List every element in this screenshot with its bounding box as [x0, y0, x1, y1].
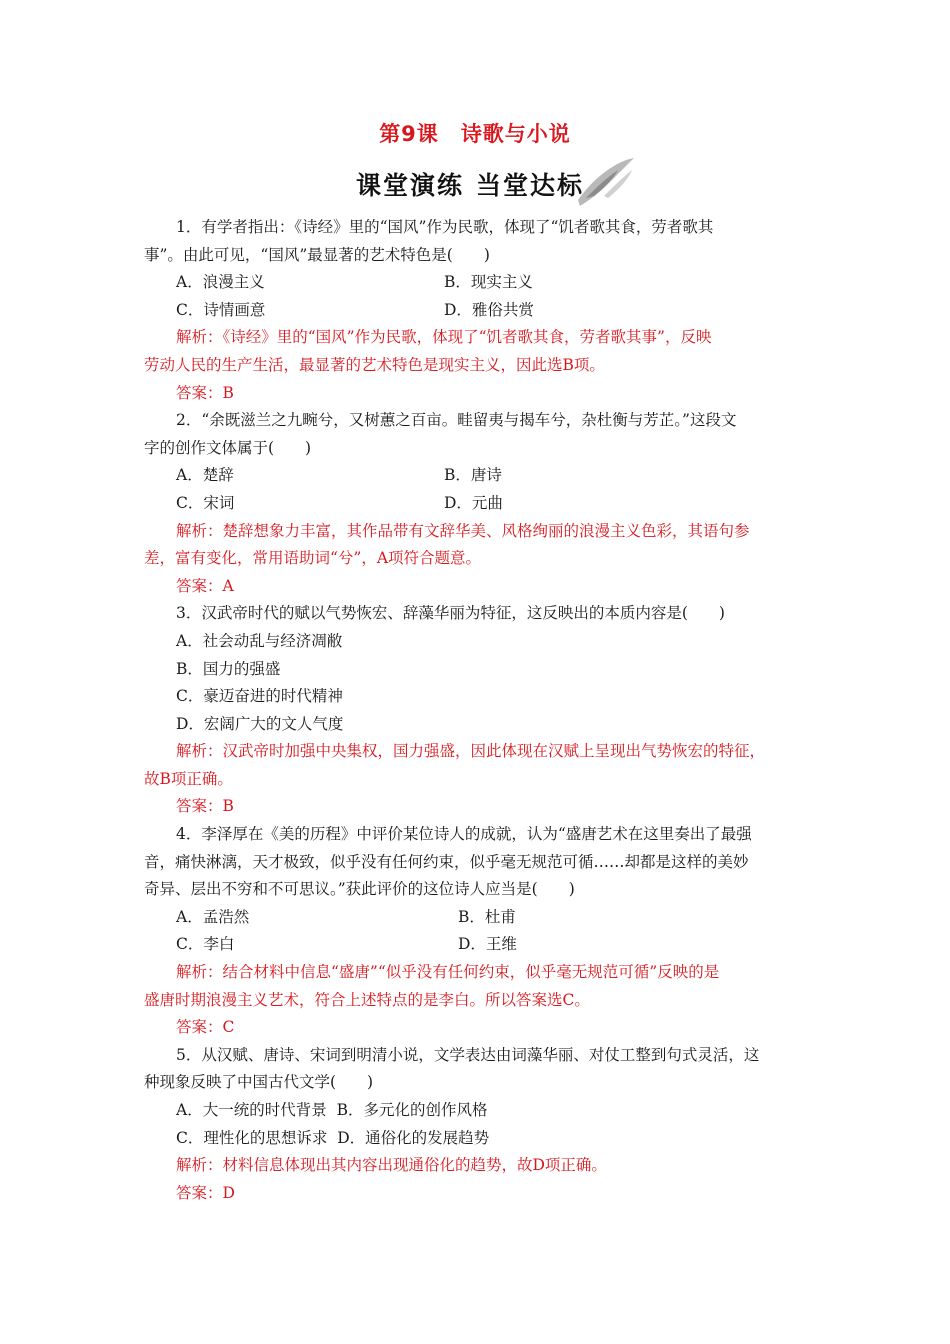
answer-line: [144, 793, 812, 821]
answer-line: [144, 1014, 812, 1042]
banner-title: [356, 166, 584, 202]
option-row: [144, 1097, 812, 1125]
section-banner: [352, 162, 632, 204]
answer-label: 答案：: [176, 383, 223, 402]
question-5: [144, 1042, 812, 1208]
analysis-text: 解析：汉武帝时加强中央集权，国力强盛，因此体现在汉赋上呈现出气势恢宏的特征，: [176, 742, 766, 761]
lesson-title: [0, 118, 950, 148]
option-d: D．元曲: [444, 493, 503, 512]
option-d: D．宏阔广大的文人气度: [176, 714, 344, 733]
option-a: A．浪漫主义: [176, 273, 265, 292]
option-c: C．宋词: [176, 493, 235, 512]
option-row: [144, 931, 812, 959]
analysis-text: 解析：材料信息体现出其内容出现通俗化的趋势，故D项正确。: [176, 1156, 607, 1175]
option-b: B．国力的强盛: [176, 659, 281, 678]
answer-value: D: [222, 1183, 235, 1202]
option-row: [144, 269, 812, 297]
question-stem: 音，痛快淋漓，天才极致，似乎没有任何约束，似乎毫无规范可循……却都是这样的美妙: [144, 852, 749, 871]
option-a: A．社会动乱与经济凋敝: [176, 631, 343, 650]
answer-label: 答案：: [176, 1018, 223, 1037]
question-stem: 1．有学者指出：《诗经》里的“国风”作为民歌，体现了“饥者歌其食，劳者歌其: [176, 218, 714, 236]
option-a: A．孟浩然: [176, 907, 250, 926]
option-d: D．通俗化的发展趋势: [337, 1128, 490, 1147]
option-row: [144, 1125, 812, 1153]
question-list: [144, 214, 812, 1207]
answer-label: 答案：: [176, 576, 223, 595]
answer-label: 答案：: [176, 1183, 223, 1202]
option-row: [144, 904, 812, 932]
option-c: C．李白: [176, 935, 235, 954]
answer-value: C: [222, 1018, 235, 1037]
option-b: B．唐诗: [444, 466, 502, 485]
banner-left-text: 课堂演练: [356, 171, 465, 200]
option-a: A．楚辞: [176, 466, 234, 485]
option-row: [144, 490, 812, 518]
analysis-text: 劳动人民的生产生活，最显著的艺术特色是现实主义，因此选B项。: [144, 355, 605, 374]
option-b: B．杜甫: [458, 907, 516, 926]
question-stem: 4．李泽厚在《美的历程》中评价某位诗人的成就，认为“盛唐艺术在这里奏出了最强: [176, 825, 752, 844]
analysis-text: 解析：《诗经》里的“国风”作为民歌，体现了“饥者歌其食，劳者歌其事”，反映: [176, 328, 712, 347]
question-stem: 5．从汉赋、唐诗、宋词到明清小说，文学表达由词藻华丽、对仗工整到句式灵活，这: [176, 1045, 760, 1064]
answer-label: 答案：: [176, 797, 223, 816]
analysis-text: 解析：楚辞想象力丰富，其作品带有文辞华美、风格绚丽的浪漫主义色彩，其语句参: [176, 521, 750, 540]
question-4: [144, 821, 812, 1042]
answer-value: B: [222, 797, 234, 816]
answer-value: A: [222, 576, 234, 595]
question-1: [144, 214, 812, 407]
option-d: D．雅俗共赏: [444, 300, 534, 319]
banner-right-text: 当堂达标: [476, 171, 585, 200]
question-stem: 2．“余既滋兰之九畹兮，又树蕙之百亩。畦留夷与揭车兮，杂杜衡与芳芷。”这段文: [176, 411, 737, 430]
option-c: C．诗情画意: [176, 300, 266, 319]
question-stem: 3．汉武帝时代的赋以气势恢宏、辞藻华丽为特征，这反映出的本质内容是( ): [176, 604, 725, 623]
question-3: [144, 600, 812, 821]
option-d: D．王维: [458, 935, 517, 954]
option-row: [144, 462, 812, 490]
lesson-name: 诗歌与小说: [460, 122, 571, 146]
option-row: [144, 297, 812, 325]
answer-line: [144, 573, 812, 601]
analysis-text: 故B项正确。: [144, 769, 233, 788]
option-c: C．豪迈奋进的时代精神: [176, 687, 343, 706]
question-stem: 奇异、层出不穷和不可思议。”获此评价的这位诗人应当是( ): [144, 880, 575, 899]
question-stem: 种现象反映了中国古代文学( ): [144, 1073, 374, 1092]
option-b: B．多元化的创作风格: [336, 1101, 488, 1119]
answer-line: [144, 380, 812, 408]
option-a: A．大一统的时代背景: [176, 1101, 327, 1119]
question-2: [144, 407, 812, 600]
question-stem: 事”。由此可见，“国风”最显著的艺术特色是( ): [144, 245, 490, 264]
analysis-text: 解析：结合材料中信息“盛唐”“似乎没有任何约束，似乎毫无规范可循”反映的是: [176, 963, 720, 982]
analysis-text: 差，富有变化，常用语助词“兮”，A项符合题意。: [144, 549, 482, 568]
answer-line: [144, 1180, 812, 1208]
lesson-number: 第9课: [379, 122, 439, 146]
analysis-text: 盛唐时期浪漫主义艺术，符合上述特点的是李白。所以答案选C。: [144, 990, 590, 1009]
answer-value: B: [222, 383, 234, 402]
question-stem: 字的创作文体属于( ): [144, 438, 312, 457]
option-c: C．理性化的思想诉求: [176, 1128, 328, 1147]
option-b: B．现实主义: [444, 273, 533, 292]
